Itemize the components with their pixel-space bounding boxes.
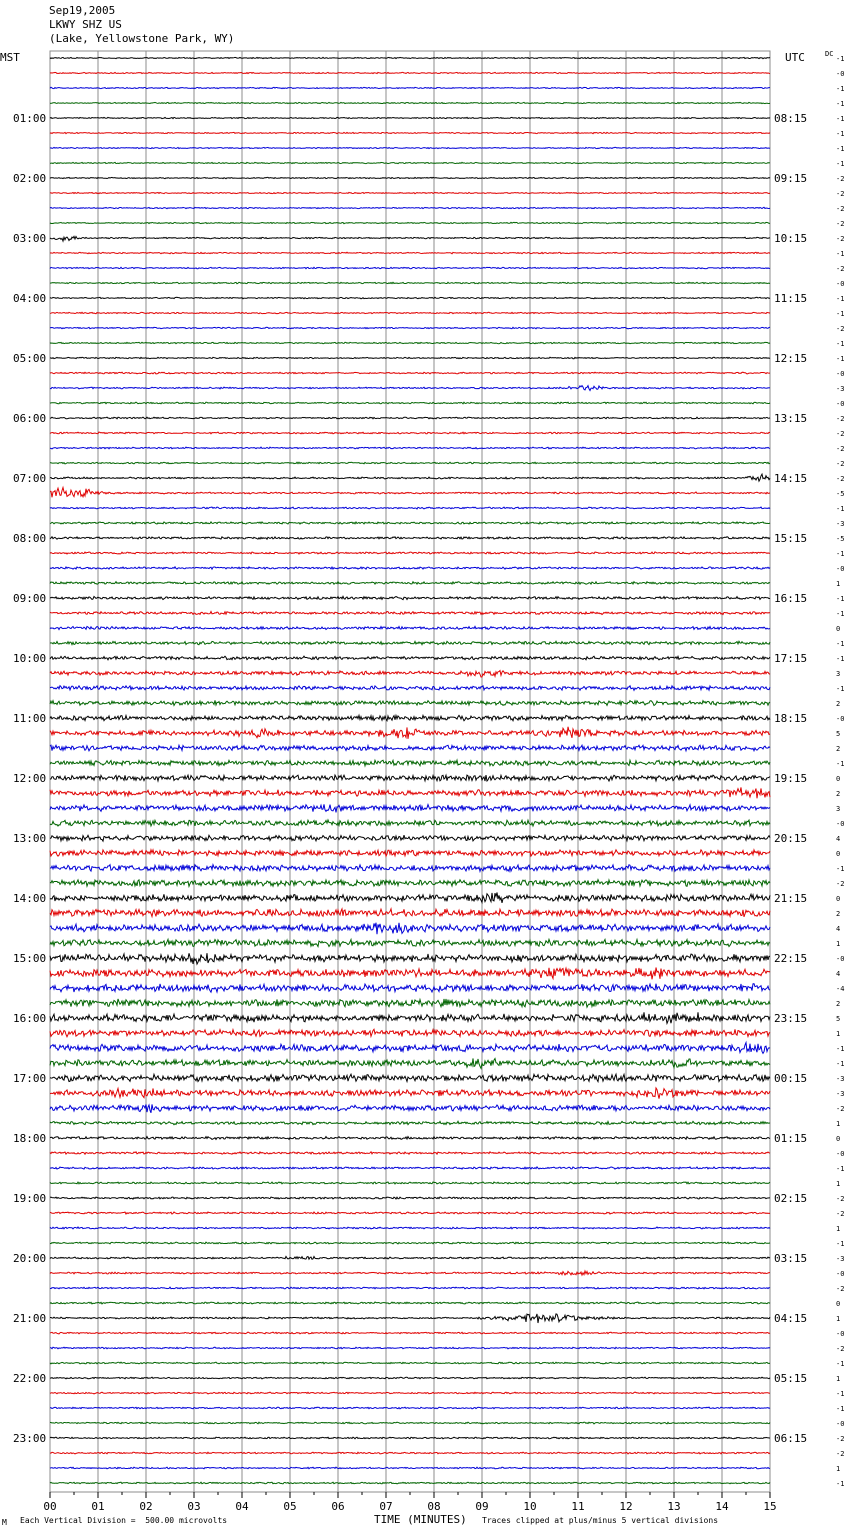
right-hour-label: 08:15 xyxy=(774,112,808,125)
trace-line xyxy=(50,147,770,148)
dc-offset-value: -0 xyxy=(836,370,845,378)
x-tick-label: 04 xyxy=(235,1500,249,1513)
trace-line xyxy=(50,252,770,254)
dc-offset-labels xyxy=(836,55,844,1488)
x-tick-label: 13 xyxy=(667,1500,681,1513)
trace-line xyxy=(50,1242,770,1244)
right-hour-label: 22:15 xyxy=(774,952,808,965)
dc-offset-value: -2 xyxy=(836,1210,845,1218)
trace-line xyxy=(50,1347,770,1349)
x-tick-label: 10 xyxy=(523,1500,537,1513)
trace-line xyxy=(50,999,770,1007)
right-hour-label: 10:15 xyxy=(774,232,808,245)
trace-line xyxy=(50,671,770,678)
dc-offset-value: -2 xyxy=(836,445,845,453)
trace-line xyxy=(50,582,770,585)
seismic-traces xyxy=(50,57,770,1484)
dc-offset-value: -2 xyxy=(836,460,845,468)
left-hour-label: 15:00 xyxy=(13,952,47,965)
trace-line xyxy=(50,1362,770,1364)
trace-line xyxy=(50,893,770,903)
trace-line xyxy=(50,417,770,419)
trace-line xyxy=(50,1377,770,1379)
trace-line xyxy=(50,1104,770,1112)
right-hour-label: 21:15 xyxy=(774,892,808,905)
trace-line xyxy=(50,1302,770,1304)
left-timezone-label: MST xyxy=(0,51,20,64)
dc-offset-value: 4 xyxy=(836,835,841,843)
right-hour-label: 05:15 xyxy=(774,1372,808,1385)
dc-offset-value: -2 xyxy=(836,325,845,333)
trace-line xyxy=(50,1287,770,1289)
dc-offset-value: -1 xyxy=(836,310,845,318)
trace-line xyxy=(50,342,770,343)
dc-offset-value: 4 xyxy=(836,970,841,978)
dc-offset-value: -2 xyxy=(836,190,845,198)
dc-offset-value: -0 xyxy=(836,400,845,408)
trace-line xyxy=(50,162,770,163)
right-hour-label: 14:15 xyxy=(774,472,808,485)
dc-offset-value: -1 xyxy=(836,1405,845,1413)
trace-line xyxy=(50,1467,770,1469)
trace-line xyxy=(50,700,770,705)
dc-offset-value: -0 xyxy=(836,280,845,288)
dc-offset-value: -1 xyxy=(836,505,845,513)
trace-line xyxy=(50,1182,770,1184)
trace-line xyxy=(50,207,770,208)
x-tick-label: 01 xyxy=(91,1500,105,1513)
dc-offset-value: 3 xyxy=(836,670,841,678)
dc-offset-value: -1 xyxy=(836,1360,845,1368)
dc-offset-value: -2 xyxy=(836,220,845,228)
x-axis-title: TIME (MINUTES) xyxy=(374,1513,467,1526)
dc-offset-value: -1 xyxy=(836,130,845,138)
right-hour-label: 18:15 xyxy=(774,712,808,725)
trace-line xyxy=(50,567,770,569)
trace-line xyxy=(50,939,770,946)
left-hour-label: 19:00 xyxy=(13,1192,47,1205)
trace-line xyxy=(50,612,770,615)
trace-line xyxy=(50,1256,770,1259)
dc-offset-value: -1 xyxy=(836,145,845,153)
dc-offset-value: -2 xyxy=(836,1435,845,1443)
x-tick-label: 08 xyxy=(427,1500,441,1513)
trace-line xyxy=(50,775,770,781)
trace-line xyxy=(50,132,770,133)
trace-line xyxy=(50,1212,770,1214)
trace-line xyxy=(50,57,770,58)
dc-offset-value: -1 xyxy=(836,55,845,63)
dc-offset-value: -1 xyxy=(836,640,845,648)
trace-line xyxy=(50,820,770,826)
left-hour-label: 16:00 xyxy=(13,1012,47,1025)
right-hour-label: 12:15 xyxy=(774,352,808,365)
trace-line xyxy=(50,1152,770,1154)
trace-line xyxy=(50,432,770,434)
dc-offset-value: 0 xyxy=(836,775,841,783)
dc-offset-value: 2 xyxy=(836,745,841,753)
dc-offset-value: -1 xyxy=(836,100,845,108)
trace-line xyxy=(50,312,770,314)
trace-line xyxy=(50,865,770,872)
dc-offset-value: -1 xyxy=(836,1390,845,1398)
right-hour-label: 16:15 xyxy=(774,592,808,605)
trace-line xyxy=(50,727,770,739)
dc-offset-value: 4 xyxy=(836,925,841,933)
dc-offset-value: 0 xyxy=(836,895,841,903)
dc-offset-value: -0 xyxy=(836,955,845,963)
right-hour-label: 20:15 xyxy=(774,832,808,845)
left-hour-label: 13:00 xyxy=(13,832,47,845)
trace-line xyxy=(50,804,770,812)
trace-line xyxy=(50,641,770,644)
dc-offset-value: -1 xyxy=(836,610,845,618)
dc-offset-value: -1 xyxy=(836,550,845,558)
trace-line xyxy=(50,596,770,599)
right-hour-label: 03:15 xyxy=(774,1252,808,1265)
trace-line xyxy=(50,1074,770,1081)
left-hour-label: 06:00 xyxy=(13,412,47,425)
dc-offset-value: -2 xyxy=(836,880,845,888)
dc-offset-value: -2 xyxy=(836,430,845,438)
x-tick-label: 06 xyxy=(331,1500,345,1513)
x-tick-label: 15 xyxy=(763,1500,777,1513)
dc-offset-value: -1 xyxy=(836,250,845,258)
clip-note: Traces clipped at plus/minus 5 vertical divisions xyxy=(482,1516,719,1525)
left-hour-label: 03:00 xyxy=(13,232,47,245)
left-hour-label: 22:00 xyxy=(13,1372,47,1385)
trace-line xyxy=(50,880,770,887)
trace-line xyxy=(50,357,770,359)
dc-offset-value: -5 xyxy=(836,535,845,543)
dc-offset-value: -1 xyxy=(836,355,845,363)
corner-mark: M xyxy=(2,1518,7,1527)
trace-line xyxy=(50,715,770,720)
dc-offset-value: 1 xyxy=(836,940,841,948)
right-hour-label: 04:15 xyxy=(774,1312,808,1325)
trace-line xyxy=(50,626,770,629)
trace-line xyxy=(50,282,770,284)
trace-line xyxy=(50,1437,770,1439)
dc-offset-value: 5 xyxy=(836,730,841,738)
station-location: (Lake, Yellowstone Park, WY) xyxy=(49,32,235,45)
dc-offset-value: -1 xyxy=(836,85,845,93)
trace-line xyxy=(50,1332,770,1334)
left-hour-label: 12:00 xyxy=(13,772,47,785)
station-code: LKWY SHZ US xyxy=(49,18,122,31)
left-hour-label: 10:00 xyxy=(13,652,47,665)
trace-line xyxy=(50,909,770,917)
trace-line xyxy=(50,1407,770,1409)
trace-line xyxy=(50,462,770,464)
trace-line xyxy=(50,760,770,766)
x-tick-label: 14 xyxy=(715,1500,729,1513)
trace-line xyxy=(50,1422,770,1424)
right-hour-label: 02:15 xyxy=(774,1192,808,1205)
right-hour-label: 11:15 xyxy=(774,292,808,305)
trace-line xyxy=(50,835,770,841)
trace-line xyxy=(50,522,770,524)
dc-offset-header: DC xyxy=(825,50,834,58)
trace-line xyxy=(50,1271,770,1275)
left-hour-label: 02:00 xyxy=(13,172,47,185)
x-axis xyxy=(43,1492,776,1513)
dc-offset-value: 1 xyxy=(836,1465,841,1473)
dc-offset-value: 1 xyxy=(836,1180,841,1188)
right-hour-label: 09:15 xyxy=(774,172,808,185)
dc-offset-value: 1 xyxy=(836,1120,841,1128)
right-hour-label: 15:15 xyxy=(774,532,808,545)
trace-line xyxy=(50,372,770,374)
trace-line xyxy=(50,656,770,660)
trace-line xyxy=(50,1392,770,1394)
dc-offset-value: -0 xyxy=(836,1330,845,1338)
dc-offset-value: 0 xyxy=(836,1300,841,1308)
dc-offset-value: 0 xyxy=(836,850,841,858)
dc-offset-value: -3 xyxy=(836,520,845,528)
trace-line xyxy=(50,1012,770,1023)
right-hour-label: 01:15 xyxy=(774,1132,808,1145)
trace-line xyxy=(50,1227,770,1229)
dc-offset-value: -0 xyxy=(836,715,845,723)
dc-offset-value: 2 xyxy=(836,1000,841,1008)
trace-line xyxy=(50,507,770,509)
recording-date: Sep19,2005 xyxy=(49,4,116,17)
dc-offset-value: -2 xyxy=(836,415,845,423)
x-tick-label: 12 xyxy=(619,1500,633,1513)
trace-line xyxy=(50,386,770,391)
trace-line xyxy=(50,327,770,329)
trace-line xyxy=(50,1088,770,1099)
dc-offset-value: -4 xyxy=(836,985,845,993)
dc-offset-value: -3 xyxy=(836,1090,845,1098)
left-hour-label: 01:00 xyxy=(13,112,47,125)
left-hour-label: 17:00 xyxy=(13,1072,47,1085)
x-tick-label: 02 xyxy=(139,1500,153,1513)
right-hour-label: 19:15 xyxy=(774,772,808,785)
dc-offset-value: -0 xyxy=(836,565,845,573)
left-hour-label: 23:00 xyxy=(13,1432,47,1445)
dc-offset-value: 1 xyxy=(836,1030,841,1038)
trace-line xyxy=(50,923,770,935)
dc-offset-value: -1 xyxy=(836,115,845,123)
left-hour-label: 04:00 xyxy=(13,292,47,305)
dc-offset-value: -1 xyxy=(836,1165,845,1173)
dc-offset-value: 2 xyxy=(836,700,841,708)
dc-offset-value: -1 xyxy=(836,760,845,768)
trace-line xyxy=(50,537,770,540)
left-hour-label: 14:00 xyxy=(13,892,47,905)
trace-line xyxy=(50,953,770,964)
dc-offset-value: -3 xyxy=(836,1075,845,1083)
trace-line xyxy=(50,968,770,980)
trace-line xyxy=(50,552,770,554)
trace-line xyxy=(50,1452,770,1454)
trace-line xyxy=(50,686,770,691)
dc-offset-value: -1 xyxy=(836,1480,845,1488)
dc-offset-value: 1 xyxy=(836,580,841,588)
trace-line xyxy=(50,488,770,498)
trace-line xyxy=(50,297,770,299)
dc-offset-value: -1 xyxy=(836,655,845,663)
x-tick-label: 03 xyxy=(187,1500,201,1513)
left-hour-label: 07:00 xyxy=(13,472,47,485)
left-hour-label: 09:00 xyxy=(13,592,47,605)
scale-note: Each Vertical Division = 500.00 microvolts xyxy=(20,1516,228,1525)
dc-offset-value: 2 xyxy=(836,910,841,918)
trace-line xyxy=(50,192,770,193)
dc-offset-value: 0 xyxy=(836,1135,841,1143)
left-hour-label: 21:00 xyxy=(13,1312,47,1325)
dc-offset-value: -2 xyxy=(836,1285,845,1293)
dc-offset-value: -2 xyxy=(836,1195,845,1203)
dc-offset-value: 5 xyxy=(836,1015,841,1023)
right-hour-label: 13:15 xyxy=(774,412,808,425)
trace-line xyxy=(50,1137,770,1140)
dc-offset-value: -1 xyxy=(836,295,845,303)
right-hour-label: 23:15 xyxy=(774,1012,808,1025)
dc-offset-value: 1 xyxy=(836,1225,841,1233)
x-tick-label: 00 xyxy=(43,1500,57,1513)
dc-offset-value: -2 xyxy=(836,265,845,273)
left-hour-label: 11:00 xyxy=(13,712,47,725)
dc-offset-value: -2 xyxy=(836,205,845,213)
trace-line xyxy=(50,1197,770,1199)
x-tick-label: 11 xyxy=(571,1500,585,1513)
dc-offset-value: -1 xyxy=(836,340,845,348)
trace-line xyxy=(50,267,770,269)
left-hour-label: 05:00 xyxy=(13,352,47,365)
dc-offset-value: -1 xyxy=(836,1045,845,1053)
dc-offset-value: 0 xyxy=(836,625,841,633)
dc-offset-value: -2 xyxy=(836,1105,845,1113)
trace-line xyxy=(50,1167,770,1169)
x-tick-label: 05 xyxy=(283,1500,297,1513)
dc-offset-value: -0 xyxy=(836,1150,845,1158)
trace-line xyxy=(50,1029,770,1037)
dc-offset-value: -2 xyxy=(836,1345,845,1353)
trace-line xyxy=(50,177,770,178)
left-hour-label: 08:00 xyxy=(13,532,47,545)
dc-offset-value: -1 xyxy=(836,1240,845,1248)
dc-offset-value: -0 xyxy=(836,1420,845,1428)
dc-offset-value: 3 xyxy=(836,805,841,813)
dc-offset-value: -1 xyxy=(836,1060,845,1068)
trace-line xyxy=(50,1121,770,1124)
left-hour-label: 20:00 xyxy=(13,1252,47,1265)
dc-offset-value: -0 xyxy=(836,70,845,78)
dc-offset-value: -2 xyxy=(836,1450,845,1458)
trace-line xyxy=(50,850,770,856)
dc-offset-value: 1 xyxy=(836,1315,841,1323)
dc-offset-value: -3 xyxy=(836,385,845,393)
dc-offset-value: -0 xyxy=(836,1270,845,1278)
right-hour-label: 17:15 xyxy=(774,652,808,665)
trace-line xyxy=(50,402,770,404)
trace-line xyxy=(50,87,770,88)
dc-offset-value: -5 xyxy=(836,490,845,498)
dc-offset-value: -2 xyxy=(836,175,845,183)
trace-line xyxy=(50,102,770,103)
dc-offset-value: -2 xyxy=(836,235,845,243)
trace-line xyxy=(50,1043,770,1054)
trace-line xyxy=(50,1482,770,1484)
trace-line xyxy=(50,474,770,481)
dc-offset-value: -1 xyxy=(836,865,845,873)
dc-offset-value: 1 xyxy=(836,1375,841,1383)
x-tick-label: 09 xyxy=(475,1500,489,1513)
trace-line xyxy=(50,72,770,73)
trace-line xyxy=(50,1314,770,1323)
dc-offset-value: -3 xyxy=(836,1255,845,1263)
right-hour-label: 06:15 xyxy=(774,1432,808,1445)
trace-line xyxy=(50,117,770,118)
x-tick-label: 07 xyxy=(379,1500,393,1513)
trace-line xyxy=(50,1059,770,1069)
trace-line xyxy=(50,787,770,798)
trace-line xyxy=(50,236,770,241)
right-timezone-label: UTC xyxy=(785,51,805,64)
dc-offset-value: -2 xyxy=(836,475,845,483)
dc-offset-value: -1 xyxy=(836,685,845,693)
left-hour-label: 18:00 xyxy=(13,1132,47,1145)
trace-line xyxy=(50,984,770,993)
dc-offset-value: 2 xyxy=(836,790,841,798)
right-hour-label: 00:15 xyxy=(774,1072,808,1085)
dc-offset-value: -0 xyxy=(836,820,845,828)
trace-line xyxy=(50,447,770,449)
trace-line xyxy=(50,745,770,751)
dc-offset-value: -1 xyxy=(836,595,845,603)
dc-offset-value: -1 xyxy=(836,160,845,168)
trace-line xyxy=(50,222,770,223)
